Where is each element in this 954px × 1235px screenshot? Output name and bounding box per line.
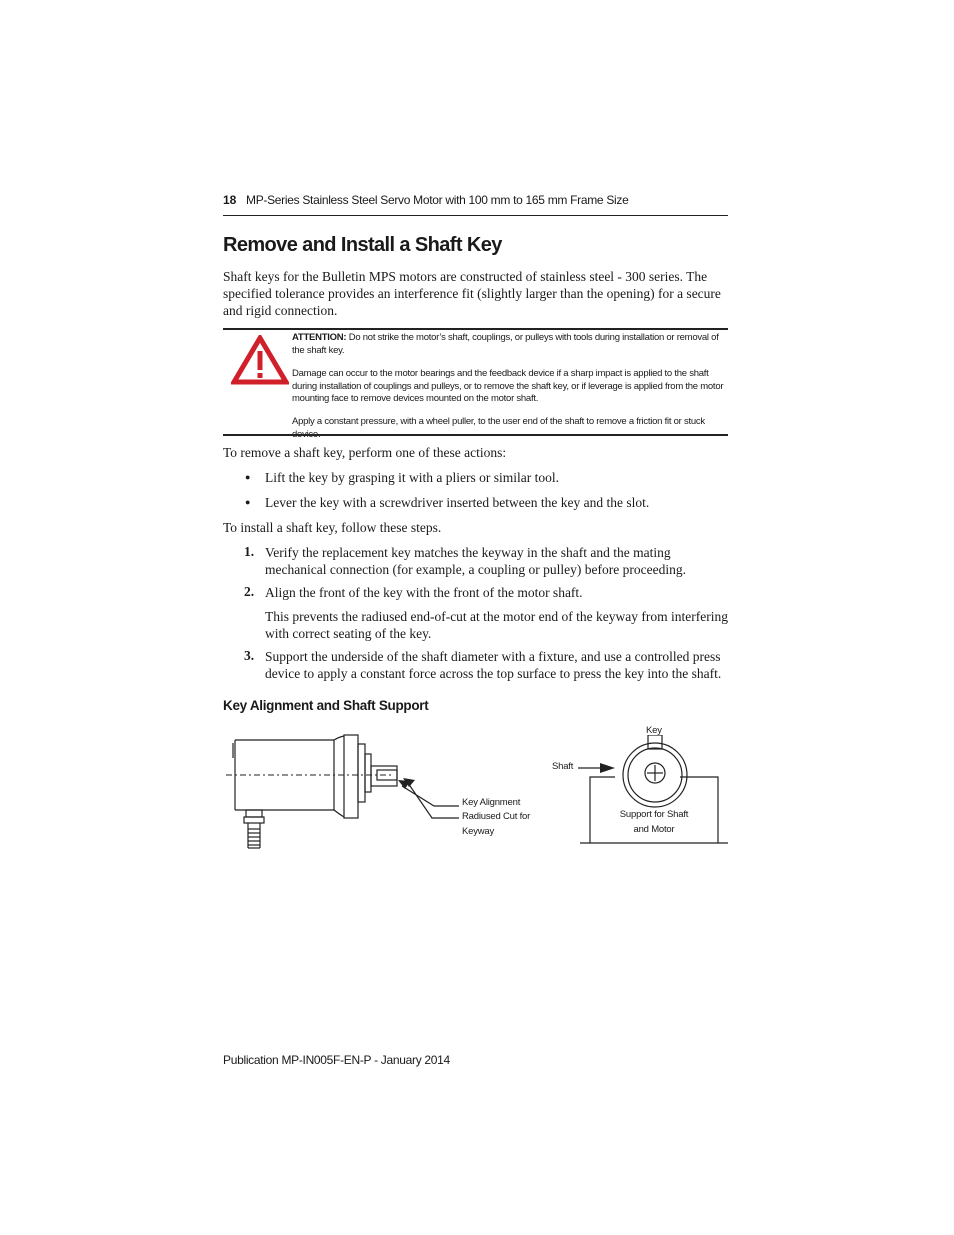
step-2-note: This prevents the radiused end-of-cut at the motor end of the keyway from interfering with correct seating of the key. <box>265 609 728 641</box>
warning-triangle-icon <box>231 335 289 385</box>
running-header-title: MP-Series Stainless Steel Servo Motor with 100 mm to 165 mm Frame Size <box>246 193 629 207</box>
figure-title: Key Alignment and Shaft Support <box>223 698 429 713</box>
label-radiused-cut-1: Radiused Cut for <box>462 811 531 822</box>
step-1-text: Verify the replacement key matches the keyway in the shaft and the mating mechanical connection (for example, a coupling or pulley) before proceeding. <box>265 545 686 577</box>
header-divider <box>223 215 728 216</box>
section-title: Remove and Install a Shaft Key <box>223 234 502 256</box>
label-key-alignment: Key Alignment <box>462 797 521 808</box>
step-1-number: 1. <box>244 544 255 559</box>
remove-bullet-1: Lift the key by grasping it with a pliers or similar tool. <box>265 470 559 485</box>
attention-line-2: Damage can occur to the motor bearings and the feedback device if a sharp impact is applied to the shaft during installation of couplings and pulleys, or to remove the shaft key, or if leverage is applied from the motor mounting face to remove devices mounted on the motor shaft. <box>292 368 724 404</box>
publication-footer: Publication MP-IN005F-EN-P - January 2014 <box>223 1053 450 1067</box>
remove-intro: To remove a shaft key, perform one of these actions: <box>223 445 507 460</box>
step-3-text: Support the underside of the shaft diameter with a fixture, and use a controlled press device to apply a constant force across the top surface to press the key into the shaft. <box>265 649 722 681</box>
label-support-2: and Motor <box>633 824 675 835</box>
attention-bottom-rule <box>223 434 728 436</box>
page-number: 18 <box>223 193 237 207</box>
attention-top-rule <box>223 328 728 330</box>
bullet-marker: ● <box>245 472 251 482</box>
step-2-number: 2. <box>244 584 255 599</box>
motor-side-view-drawing <box>224 728 544 853</box>
label-radiused-cut-2: Keyway <box>462 826 495 837</box>
attention-line-1-text: Do not strike the motor’s shaft, couplings, or pulleys with tools during installation or removal of the shaft key. <box>292 332 719 356</box>
attention-line-1 <box>292 332 732 357</box>
attention-line-3: Apply a constant pressure, with a wheel puller, to the user end of the shaft to remove a friction fit or stuck device. <box>292 416 705 440</box>
bullet-marker: ● <box>245 497 251 507</box>
install-intro: To install a shaft key, follow these steps. <box>223 520 442 535</box>
step-3-number: 3. <box>244 648 255 663</box>
label-shaft: Shaft <box>552 761 574 772</box>
intro-paragraph: Shaft keys for the Bulletin MPS motors are constructed of stainless steel - 300 series. The specified tolerance provides an interference fit (slightly larger than the opening) for a secure and rigid connection. <box>223 269 721 318</box>
remove-bullet-2: Lever the key with a screwdriver inserted between the key and the slot. <box>265 495 650 510</box>
step-2-text: Align the front of the key with the front of the motor shaft. <box>265 585 583 600</box>
label-key: Key <box>646 725 662 736</box>
label-support-1: Support for Shaft <box>619 809 689 820</box>
attention-label: ATTENTION: <box>292 332 347 343</box>
